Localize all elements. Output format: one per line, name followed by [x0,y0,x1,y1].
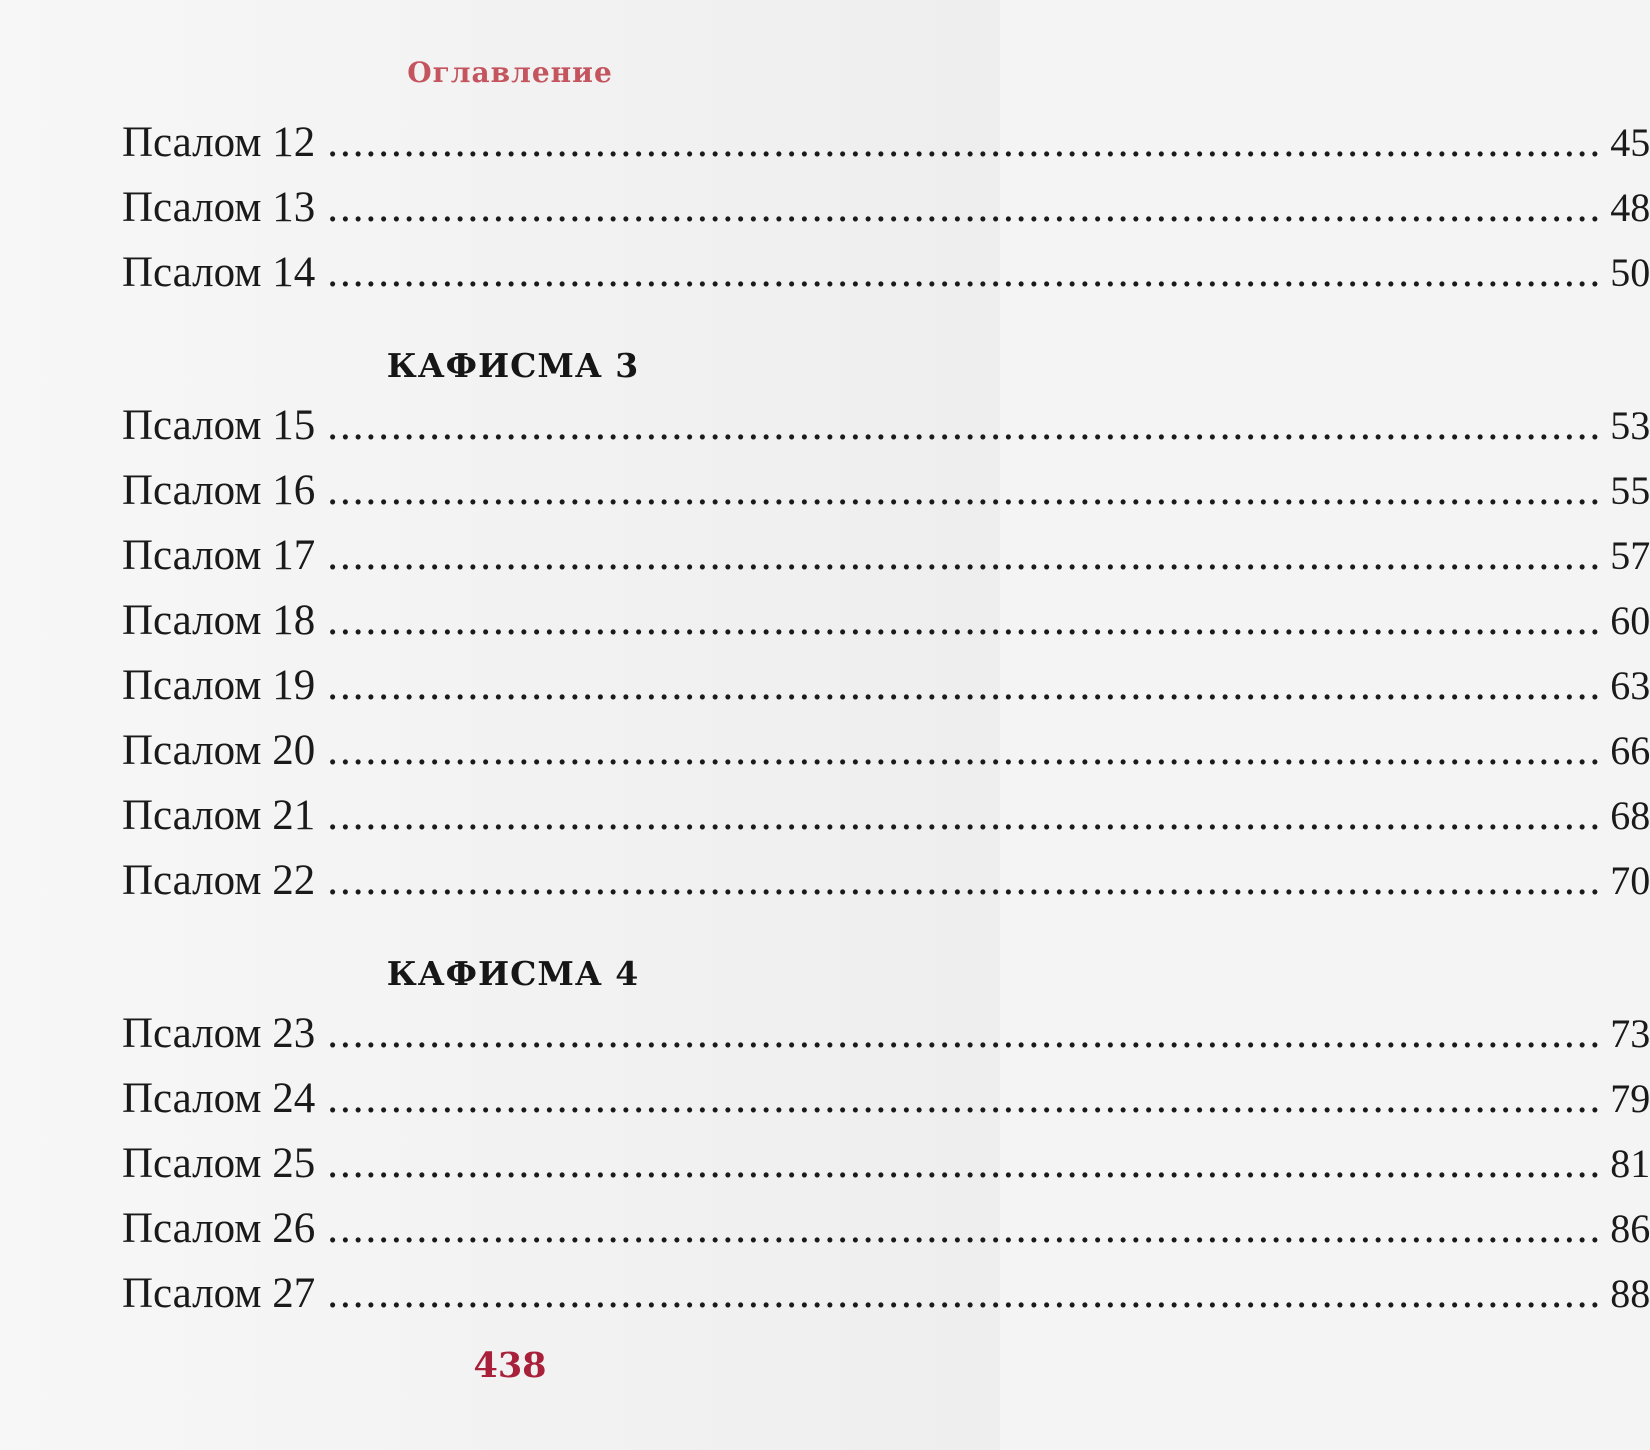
toc-entry-page: 48 [1610,185,1650,230]
toc-entry [122,248,1650,308]
toc-entry-page: 55 [1610,468,1650,513]
dot-leader: .................................................................................................... [327,249,1603,296]
toc-entry [122,401,1650,461]
toc-entry-title: Псалом 25 [122,1140,316,1187]
dot-leader: .................................................................................................... [327,467,1603,514]
toc-entry-title: Псалом 16 [122,467,316,514]
toc-entry [122,1139,1650,1199]
toc-entry-title: Псалом 18 [122,597,316,644]
toc-entry-page: 68 [1610,793,1650,838]
toc-entry-title: Псалом 13 [122,184,316,231]
toc-entry-title: Псалом 23 [122,1010,316,1057]
toc-entry-title: Псалом 21 [122,792,316,839]
dot-leader: .................................................................................................... [327,597,1603,644]
toc-entry [122,726,1650,786]
running-head: Оглавление [407,56,613,89]
toc-entry-title: Псалом 27 [122,1270,316,1317]
toc-entry-title: Псалом 22 [122,857,316,904]
toc-entry [122,856,1650,916]
toc-entry-page: 88 [1610,1271,1650,1316]
toc-entry [122,661,1650,721]
dot-leader: .................................................................................................... [327,792,1603,839]
toc-entry-page: 57 [1610,533,1650,578]
toc-entry-page: 86 [1610,1206,1650,1251]
toc-entry [122,183,1650,243]
toc-entry-title: Псалом 20 [122,727,316,774]
toc-entry-page: 70 [1610,858,1650,903]
toc-entry-page: 66 [1610,728,1650,773]
dot-leader: .................................................................................................... [327,402,1603,449]
toc-entry-title: Псалом 17 [122,532,316,579]
dot-leader: .................................................................................................... [327,184,1603,231]
toc-entry-page: 50 [1610,250,1650,295]
toc-entry-title: Псалом 14 [122,249,316,296]
toc-entry [122,1009,1650,1069]
toc-entry-page: 81 [1610,1141,1650,1186]
dot-leader: .................................................................................................... [327,727,1603,774]
toc-entry-page: 63 [1610,663,1650,708]
toc-entry [122,1074,1650,1134]
dot-leader: .................................................................................................... [327,119,1603,166]
dot-leader: .................................................................................................... [327,1205,1603,1252]
dot-leader: .................................................................................................... [327,662,1603,709]
toc-entry-title: Псалом 19 [122,662,316,709]
toc-entry-page: 45 [1610,120,1650,165]
toc-entry-title: Псалом 26 [122,1205,316,1252]
toc-entry-page: 60 [1610,598,1650,643]
toc-entry-title: Псалом 24 [122,1075,316,1122]
toc-entry [122,466,1650,526]
page-number: 438 [473,1345,547,1386]
dot-leader: .................................................................................................... [327,532,1603,579]
toc-entry [122,1269,1650,1329]
toc-entry-title: Псалом 15 [122,402,316,449]
toc-entry-page: 73 [1610,1011,1650,1056]
dot-leader: .................................................................................................... [327,1270,1603,1317]
toc-entry [122,596,1650,656]
dot-leader: .................................................................................................... [327,1075,1603,1122]
toc-entry-page: 53 [1610,403,1650,448]
section-heading-kathisma-3: КАФИСМА 3 [386,346,640,385]
toc-entry-page: 79 [1610,1076,1650,1121]
dot-leader: .................................................................................................... [327,1010,1603,1057]
toc-entry-title: Псалом 12 [122,119,316,166]
dot-leader: .................................................................................................... [327,1140,1603,1187]
toc-entry [122,1204,1650,1264]
toc-entry [122,791,1650,851]
dot-leader: .................................................................................................... [327,857,1603,904]
toc-entry [122,118,1650,178]
toc-entry [122,531,1650,591]
section-heading-kathisma-4: КАФИСМА 4 [386,954,640,993]
